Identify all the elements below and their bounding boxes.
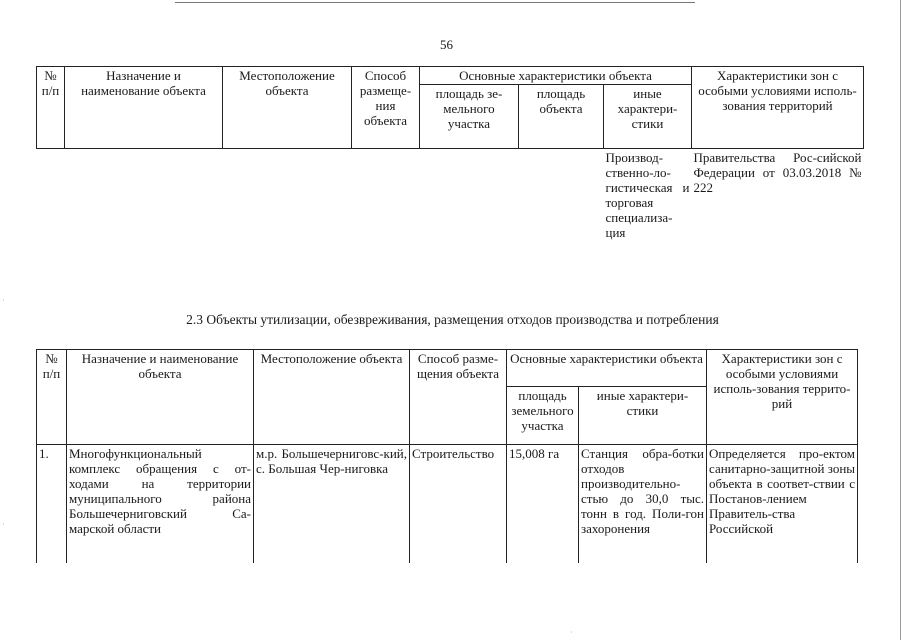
cell-location: м.р. Большечерниговс-кий, с. Большая Чер-ниговка bbox=[254, 445, 410, 563]
cell-empty bbox=[37, 149, 65, 259]
scan-speck: · bbox=[2, 520, 5, 529]
header-placement-method: Способ разме-щения объекта bbox=[410, 350, 507, 445]
objects-table-continued bbox=[36, 66, 864, 259]
header-special-zones: Характеристики зон с особыми условиями исполь-зования территорий bbox=[692, 67, 864, 149]
header-location: Местоположение объекта bbox=[254, 350, 410, 445]
cell-empty bbox=[65, 149, 223, 259]
scan-speck: · bbox=[570, 628, 573, 637]
header-purpose: Назначение и наименование объекта bbox=[65, 67, 223, 149]
header-main-characteristics: Основные характеристики объекта bbox=[420, 67, 692, 85]
header-land-area: площадь зе-мельного участка bbox=[420, 85, 519, 149]
header-special-zones: Характеристики зон с особыми условиями исполь-зования террито-рий bbox=[707, 350, 858, 445]
cell-special-zones: Определяется про-ектом санитарно-защитной зоны объекта в соответ-ствии с Постанов-лением Правитель-ства Российской bbox=[707, 445, 858, 563]
header-other-characteristics: иные характери-стики bbox=[579, 387, 707, 445]
header-num: № п/п bbox=[37, 350, 67, 445]
header-main-characteristics: Основные характеристики объекта bbox=[507, 350, 707, 387]
waste-objects-table bbox=[36, 349, 858, 563]
header-purpose: Назначение и наименование объекта bbox=[67, 350, 254, 445]
cell-empty bbox=[223, 149, 352, 259]
cell-land-area: 15,008 га bbox=[507, 445, 579, 563]
cell-empty bbox=[352, 149, 420, 259]
header-object-area: площадь объекта bbox=[519, 85, 604, 149]
cell-purpose: Многофункциональный комплекс обращения с от-ходами на территории муниципального района Большечерниговский Са-марской области bbox=[67, 445, 254, 563]
section-title: 2.3 Объекты утилизации, обезвреживания, размещения отходов производства и потребления bbox=[186, 312, 719, 327]
scan-top-edge bbox=[175, 2, 695, 3]
scan-speck: · bbox=[2, 296, 5, 305]
header-land-area: площадь земельного участка bbox=[507, 387, 579, 445]
header-location: Местоположение объекта bbox=[223, 67, 352, 149]
cell-empty bbox=[420, 149, 519, 259]
cell-empty bbox=[519, 149, 604, 259]
cell-row-number: 1. bbox=[37, 445, 67, 563]
header-placement-method: Способ размеще-ния объекта bbox=[352, 67, 420, 149]
cell-other-characteristics: Станция обра-ботки отходов производительно-стью до 30,0 тыс. тонн в год. Поли-гон захоронения bbox=[579, 445, 707, 563]
cell-placement-method: Строительство bbox=[410, 445, 507, 563]
cell-special-zones: Правительства Рос-сийской Федерации от 03.03.2018 № 222 bbox=[693, 150, 862, 195]
header-num: № п/п bbox=[37, 67, 65, 149]
page-number: 56 bbox=[440, 37, 453, 52]
cell-other-characteristics: Производ-ственно-ло-гистическая и торговая специализа-ция bbox=[605, 150, 690, 240]
header-other-characteristics: иные характери-стики bbox=[604, 85, 692, 149]
